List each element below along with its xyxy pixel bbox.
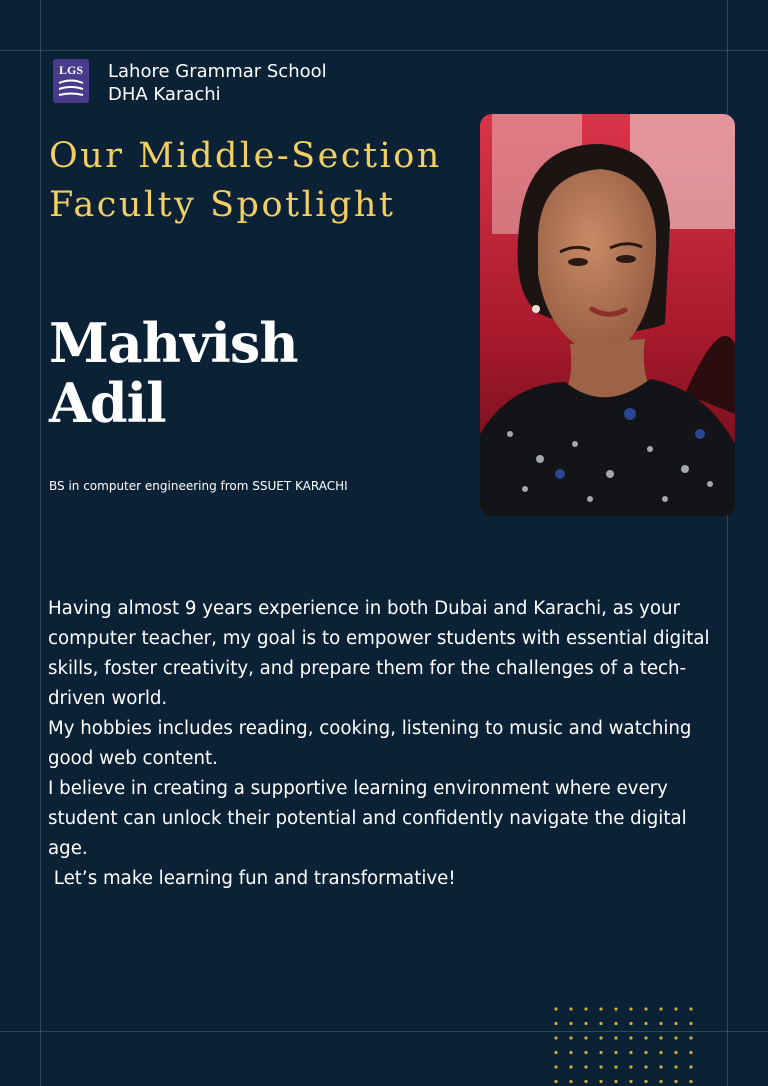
decorative-dot <box>569 1051 572 1054</box>
decorative-dot <box>584 1036 587 1039</box>
spotlight-headline <box>49 132 442 230</box>
bio-paragraph-experience: Having almost 9 years experience in both Dubai and Karachi, as your computer teacher, my goal is to empower students with essential digital skills, foster creativity, and prepare them for the challenges of a tech-driven world. <box>48 598 716 709</box>
decorative-dot <box>569 1036 572 1039</box>
teacher-photo <box>480 114 735 516</box>
decorative-dot <box>599 1007 602 1010</box>
decorative-dot <box>689 1080 692 1083</box>
decorative-dot <box>584 1022 587 1025</box>
decorative-dot <box>599 1065 602 1068</box>
decorative-dot <box>554 1065 557 1068</box>
decorative-dot <box>629 1022 632 1025</box>
decorative-dot <box>644 1065 647 1068</box>
decorative-dot <box>659 1022 662 1025</box>
decorative-dot <box>584 1051 587 1054</box>
logo-text: LGS <box>58 63 84 77</box>
decorative-dot <box>554 1022 557 1025</box>
decorative-dot <box>629 1036 632 1039</box>
guide-line-left <box>40 0 41 1086</box>
school-name-line1: Lahore Grammar School <box>108 61 327 82</box>
bio-paragraph-philosophy: I believe in creating a supportive learning environment where every student can unlock their potential and confidently navigate the digital age. <box>48 778 693 859</box>
decorative-dot <box>629 1065 632 1068</box>
decorative-dot <box>599 1036 602 1039</box>
school-logo <box>53 59 89 103</box>
decorative-dot <box>644 1080 647 1083</box>
decorative-dot <box>599 1051 602 1054</box>
decorative-dot <box>644 1051 647 1054</box>
decorative-dot <box>614 1036 617 1039</box>
teacher-name <box>49 313 298 433</box>
decorative-dot <box>569 1022 572 1025</box>
decorative-dot <box>659 1051 662 1054</box>
decorative-dot <box>689 1007 692 1010</box>
decorative-dot <box>569 1065 572 1068</box>
decorative-dot <box>554 1007 557 1010</box>
decorative-dot <box>629 1007 632 1010</box>
decorative-dot <box>689 1051 692 1054</box>
decorative-dot <box>674 1007 677 1010</box>
school-name <box>108 60 327 106</box>
bio-paragraph-hobbies: My hobbies includes reading, cooking, listening to music and watching good web content. <box>48 718 698 769</box>
decorative-dot <box>629 1080 632 1083</box>
decorative-dot <box>644 1036 647 1039</box>
teacher-last-name: Adil <box>49 371 166 435</box>
teacher-bio <box>48 594 728 894</box>
decorative-dot <box>674 1065 677 1068</box>
decorative-dot <box>659 1065 662 1068</box>
decorative-dot <box>689 1036 692 1039</box>
decorative-dot <box>674 1036 677 1039</box>
bio-paragraph-closing: Let’s make learning fun and transformative! <box>48 868 456 889</box>
decorative-dot <box>614 1022 617 1025</box>
decorative-dot <box>659 1007 662 1010</box>
guide-line-top <box>0 50 768 51</box>
decorative-dot <box>584 1080 587 1083</box>
decorative-dot <box>569 1080 572 1083</box>
decorative-dot <box>614 1065 617 1068</box>
decorative-dot <box>644 1007 647 1010</box>
decorative-dot <box>674 1022 677 1025</box>
decorative-dot <box>674 1080 677 1083</box>
decorative-dot <box>659 1036 662 1039</box>
decorative-dot <box>554 1051 557 1054</box>
decorative-dot <box>599 1080 602 1083</box>
headline-line1: Our Middle-Section <box>49 136 442 176</box>
decorative-dot <box>629 1051 632 1054</box>
decorative-dot <box>689 1022 692 1025</box>
decorative-dot <box>614 1007 617 1010</box>
decorative-dot <box>599 1022 602 1025</box>
decorative-dot <box>614 1080 617 1083</box>
school-branch: DHA Karachi <box>108 84 221 105</box>
decorative-dot <box>554 1080 557 1083</box>
decorative-dot <box>659 1080 662 1083</box>
teacher-first-name: Mahvish <box>49 311 298 375</box>
decorative-dot <box>584 1065 587 1068</box>
teacher-portrait-illustration <box>480 114 735 516</box>
headline-line2: Faculty Spotlight <box>49 185 396 225</box>
decorative-dot <box>689 1065 692 1068</box>
decorative-dot <box>584 1007 587 1010</box>
decorative-dot <box>614 1051 617 1054</box>
decorative-dot <box>569 1007 572 1010</box>
decorative-dot <box>644 1022 647 1025</box>
decorative-dot <box>674 1051 677 1054</box>
decorative-dot <box>554 1036 557 1039</box>
decorative-dot-grid <box>551 1004 697 1086</box>
teacher-degree: BS in computer engineering from SSUET KARACHI <box>49 479 348 493</box>
